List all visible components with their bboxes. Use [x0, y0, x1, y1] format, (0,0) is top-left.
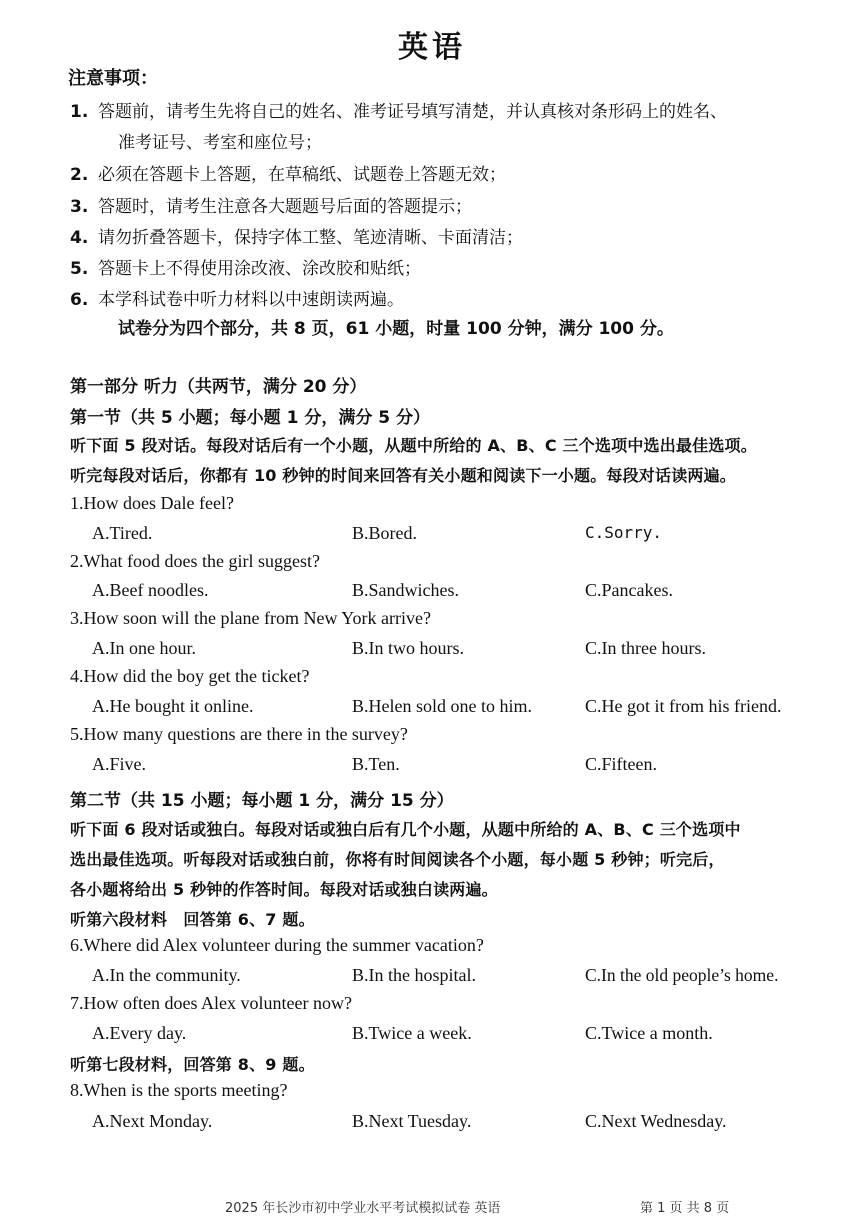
option-b: B.Sandwiches. — [352, 580, 459, 600]
option-a: A.In the community. — [92, 965, 241, 985]
option-b: B.Ten. — [352, 754, 400, 774]
option-b: B.In two hours. — [352, 638, 464, 658]
note-continuation: 准考证号、考室和座位号； — [118, 133, 322, 153]
question-stem: 8.When is the sports meeting? — [70, 1080, 288, 1100]
note-number: 6. — [70, 290, 89, 310]
note-text: 必须在答题卡上答题，在草稿纸、试题卷上答题无效； — [98, 165, 506, 185]
part1-title: 第一部分 听力（共两节，满分 20 分） — [70, 377, 367, 397]
option-c: C.Fifteen. — [585, 754, 657, 774]
option-a: A.Next Monday. — [92, 1111, 213, 1131]
note-number: 2. — [70, 165, 89, 185]
subject-title: 英语 — [398, 30, 466, 65]
option-b: B.Bored. — [352, 523, 417, 543]
note-item — [70, 285, 404, 310]
note-item — [70, 192, 472, 217]
option-c: C.Twice a month. — [585, 1023, 713, 1043]
question-stem: 4.How did the boy get the ticket? — [70, 666, 310, 686]
option-c: C.Next Wednesday. — [585, 1111, 727, 1131]
footer-exam-name: 2025 年长沙市初中学业水平考试模拟试卷 英语 — [225, 1201, 501, 1216]
option-c: C.In three hours. — [585, 638, 706, 658]
notes-heading: 注意事项： — [68, 68, 158, 89]
note-text: 答题时，请考生注意各大题题号后面的答题提示； — [98, 197, 472, 217]
option-a: A.Five. — [92, 754, 146, 774]
option-c: C.In the old people’s home. — [585, 965, 779, 985]
question-stem: 3.How soon will the plane from New York arrive? — [70, 608, 431, 628]
option-a: A.In one hour. — [92, 638, 196, 658]
material-heading: 听第七段材料，回答第 8、9 题。 — [70, 1055, 315, 1074]
note-item — [70, 160, 506, 185]
section2-title: 第二节（共 15 小题；每小题 1 分，满分 15 分） — [70, 791, 454, 811]
option-a: A.He bought it online. — [92, 696, 254, 716]
material-heading: 听第六段材料 回答第 6、7 题。 — [70, 910, 315, 929]
option-c: C.He got it from his friend. — [585, 696, 782, 716]
exam-summary: 试卷分为四个部分，共 8 页，61 小题，时量 100 分钟，满分 100 分。 — [118, 319, 674, 339]
section1-title: 第一节（共 5 小题；每小题 1 分，满分 5 分） — [70, 408, 430, 428]
question-stem: 5.How many questions are there in the survey? — [70, 724, 408, 744]
section2-instruction: 选出最佳选项。听每段对话或独白前，你将有时间阅读各个小题，每小题 5 秒钟；听完后， — [70, 850, 725, 869]
note-item — [70, 97, 727, 122]
note-text: 请勿折叠答题卡，保持字体工整、笔迹清晰、卡面清洁； — [98, 228, 523, 248]
note-number: 1. — [70, 102, 89, 122]
note-text: 本学科试卷中听力材料以中速朗读两遍。 — [98, 290, 404, 310]
section1-instruction: 听完每段对话后，你都有 10 秒钟的时间来回答有关小题和阅读下一小题。每段对话读两遍。 — [70, 466, 737, 485]
section2-instruction: 听下面 6 段对话或独白。每段对话或独白后有几个小题，从题中所给的 A、B、C 三个选项中 — [70, 820, 741, 839]
footer-page-number: 第 1 页 共 8 页 — [640, 1201, 730, 1216]
option-a: A.Beef noodles. — [92, 580, 209, 600]
question-stem: 6.Where did Alex volunteer during the summer vacation? — [70, 935, 484, 955]
option-a: A.Tired. — [92, 523, 153, 543]
option-b: B.Helen sold one to him. — [352, 696, 532, 716]
section1-instruction: 听下面 5 段对话。每段对话后有一个小题，从题中所给的 A、B、C 三个选项中选出最佳选项。 — [70, 436, 757, 455]
option-a: A.Every day. — [92, 1023, 187, 1043]
section2-instruction: 各小题将给出 5 秒钟的作答时间。每段对话或独白读两遍。 — [70, 880, 498, 899]
note-item — [70, 223, 523, 248]
option-b: B.In the hospital. — [352, 965, 476, 985]
option-c: C.Sorry. — [585, 523, 663, 542]
option-b: B.Twice a week. — [352, 1023, 472, 1043]
note-text: 答题前，请考生先将自己的姓名、准考证号填写清楚，并认真核对条形码上的姓名、 — [98, 102, 727, 122]
note-text: 答题卡上不得使用涂改液、涂改胶和贴纸； — [98, 259, 421, 279]
note-item — [70, 254, 421, 279]
question-stem: 1.How does Dale feel? — [70, 493, 234, 513]
option-b: B.Next Tuesday. — [352, 1111, 472, 1131]
question-stem: 7.How often does Alex volunteer now? — [70, 993, 352, 1013]
question-stem: 2.What food does the girl suggest? — [70, 551, 320, 571]
note-number: 4. — [70, 228, 89, 248]
note-number: 5. — [70, 259, 89, 279]
option-c: C.Pancakes. — [585, 580, 673, 600]
note-number: 3. — [70, 197, 89, 217]
